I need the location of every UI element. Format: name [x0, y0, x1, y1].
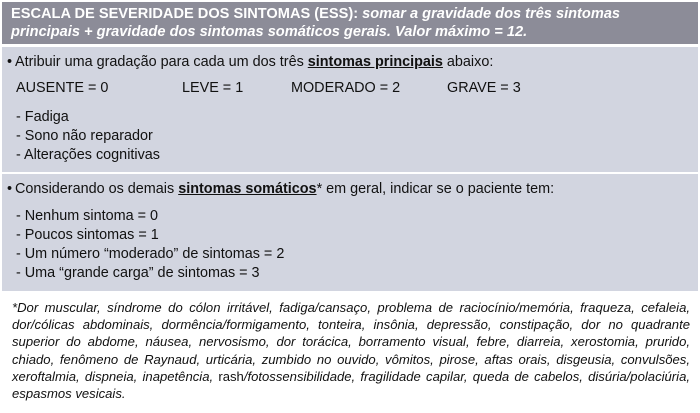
somatic-option-moderate: - Um número “moderado” de sintomas = 2 [16, 246, 285, 262]
scale-severe: GRAVE = 3 [447, 80, 521, 96]
footnote-text-before: *Dor muscular, síndrome do cólon irritável, fadiga/cansaço, problema de raciocínio/memória, fraqueza, cefaleia, dor/cólicas abdominais, dormência/formigamento, tonteira, insônia, depressão, constipação, dor no quadrante superior do abdome, náusea, nervosismo, dor torácica, borramento visual, febre, diarreia, xerostomia, prurido, chiado, fenômeno de Raynaud, urticária, zumbido no ouvido, vômitos, pirose, aftas orais, disgeusia, convulsões, xeroftalmia, dispneia, inapetência, [12, 300, 690, 384]
intro-text-before: Atribuir uma gradação para cada um dos três [15, 54, 308, 70]
header-instruction-2: principais + gravidade dos sintomas somáticos gerais. Valor máximo = 12. [11, 23, 528, 40]
main-symptoms-intro [7, 53, 493, 71]
scale-moderate: MODERADO = 2 [291, 80, 401, 96]
scale-absent: AUSENTE = 0 [16, 80, 109, 96]
somatic-symptoms-section [2, 174, 698, 291]
main-symptoms-section [2, 47, 698, 172]
header-instruction-1: somar a gravidade dos três sintomas [362, 6, 621, 22]
header-title: ESCALA DE SEVERIDADE DOS SINTOMAS (ESS): [11, 6, 359, 22]
symptom-fatigue: - Fadiga [16, 109, 69, 125]
somatic-option-great-burden: - Uma “grande carga” de sintomas = 3 [16, 265, 260, 281]
symptom-unrefreshing-sleep: - Sono não reparador [16, 128, 153, 144]
somatic-symptoms-intro [7, 180, 554, 198]
symptom-cognitive-changes: - Alterações cognitivas [16, 147, 160, 163]
intro-text-after: abaixo: [442, 54, 494, 70]
table-header [2, 2, 698, 44]
keyword-somatic-symptoms: sintomas somáticos [178, 181, 317, 197]
somatic-option-few: - Poucos sintomas = 1 [16, 227, 159, 243]
footnote-rash: rash [218, 368, 244, 384]
keyword-main-symptoms: sintomas principais [307, 54, 443, 70]
bullet-icon: • [7, 181, 13, 197]
scale-mild: LEVE = 1 [182, 80, 244, 96]
footnote-somatic-list [2, 293, 698, 409]
intro-text-before: Considerando os demais [15, 181, 179, 197]
intro-text-after: * em geral, indicar se o paciente tem: [316, 181, 555, 197]
bullet-icon: • [7, 54, 13, 70]
footnote-text-after: /fotossensibilidade, fragilidade capilar, queda de cabelos, disúria/polaciúria, espasmos vesicais. [12, 368, 690, 402]
somatic-option-none: - Nenhum sintoma = 0 [16, 208, 158, 224]
